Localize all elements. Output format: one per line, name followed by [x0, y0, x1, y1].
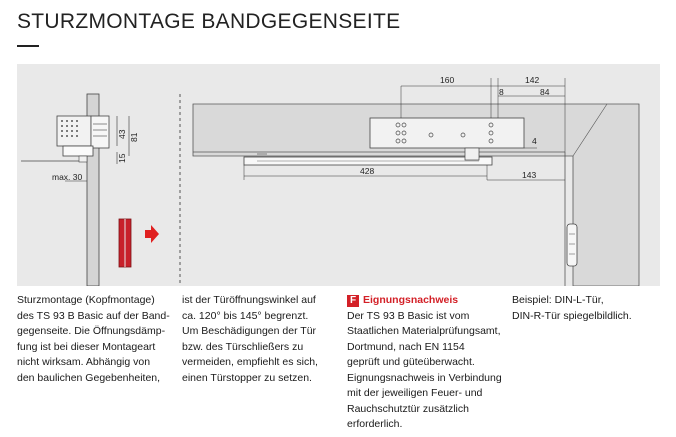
- col3-line: erforderlich.: [347, 418, 403, 430]
- col3-line: Rauchschutztür zusätzlich: [347, 402, 469, 415]
- dim-143-label: 143: [522, 170, 537, 180]
- dim-428-label: 428: [360, 166, 375, 176]
- dim-15-label: 15: [117, 153, 127, 163]
- text-column-4: [512, 293, 662, 324]
- text-column-1: [17, 293, 177, 386]
- col1-line: des TS 93 B Basic auf der Band-: [17, 309, 170, 322]
- col1-line: Sturzmontage (Kopfmontage): [17, 294, 155, 306]
- col3-line: Staatlichen Materialprüfungsamt,: [347, 325, 501, 337]
- col2-line: ca. 120° bis 145° begrenzt.: [182, 309, 309, 322]
- text-column-3: [347, 293, 507, 433]
- col4-line: DIN-R-Tür spiegelbildlich.: [512, 309, 632, 322]
- col2-line: ist der Türöffnungswinkel auf: [182, 294, 316, 306]
- dim-8-label: 8: [499, 87, 504, 97]
- installation-diagram: [17, 64, 660, 286]
- col4-line: Beispiel: DIN-L-Tür,: [512, 294, 604, 306]
- dim-142-label: 142: [525, 75, 540, 85]
- col3-line: Eignungsnachweis in Verbindung: [347, 371, 502, 384]
- dim-4-label: 4: [532, 136, 537, 146]
- dim-max30-label: max. 30: [52, 172, 83, 182]
- col3-line: Dortmund, nach EN 1154: [347, 340, 465, 353]
- col3-line: geprüft und güteüberwacht.: [347, 356, 475, 368]
- dim-81-label: 81: [129, 132, 139, 142]
- col1-line: nicht wirksam. Abhängig von: [17, 356, 151, 368]
- col1-line: gegenseite. Die Öffnungsdämp-: [17, 325, 166, 337]
- col3-line: mit der jeweiligen Feuer- und: [347, 387, 483, 399]
- diagram-svg: [17, 64, 660, 286]
- col2-line: bzw. des Türschließers zu: [182, 340, 304, 353]
- title-underline: [17, 45, 39, 47]
- col2-line: Um Beschädigungen der Tür: [182, 325, 317, 337]
- closer-body: [370, 118, 524, 148]
- direction-arrow-icon: [145, 225, 159, 243]
- top-view-hinge: [567, 224, 577, 266]
- col2-line: vermeiden, empfiehlt es sich,: [182, 356, 318, 368]
- page-title: STURZMONTAGE BANDGEGENSEITE: [17, 10, 401, 33]
- dim-84-label: 84: [540, 87, 550, 97]
- fire-badge-icon: F: [347, 295, 359, 307]
- col1-line: den baulichen Gegebenheiten,: [17, 371, 161, 384]
- text-column-2: [182, 293, 342, 386]
- certification-heading: [347, 293, 507, 309]
- col1-line: fung ist bei dieser Montageart: [17, 340, 156, 353]
- certification-heading-text: Eignungsnachweis: [363, 294, 459, 306]
- side-arm: [63, 146, 93, 156]
- dim-160-label: 160: [440, 75, 455, 85]
- side-mounting-plate: [91, 116, 109, 148]
- col2-line: einen Türstopper zu setzen.: [182, 371, 312, 384]
- dim-43-label: 43: [117, 129, 127, 139]
- col3-line: Der TS 93 B Basic ist vom: [347, 309, 470, 322]
